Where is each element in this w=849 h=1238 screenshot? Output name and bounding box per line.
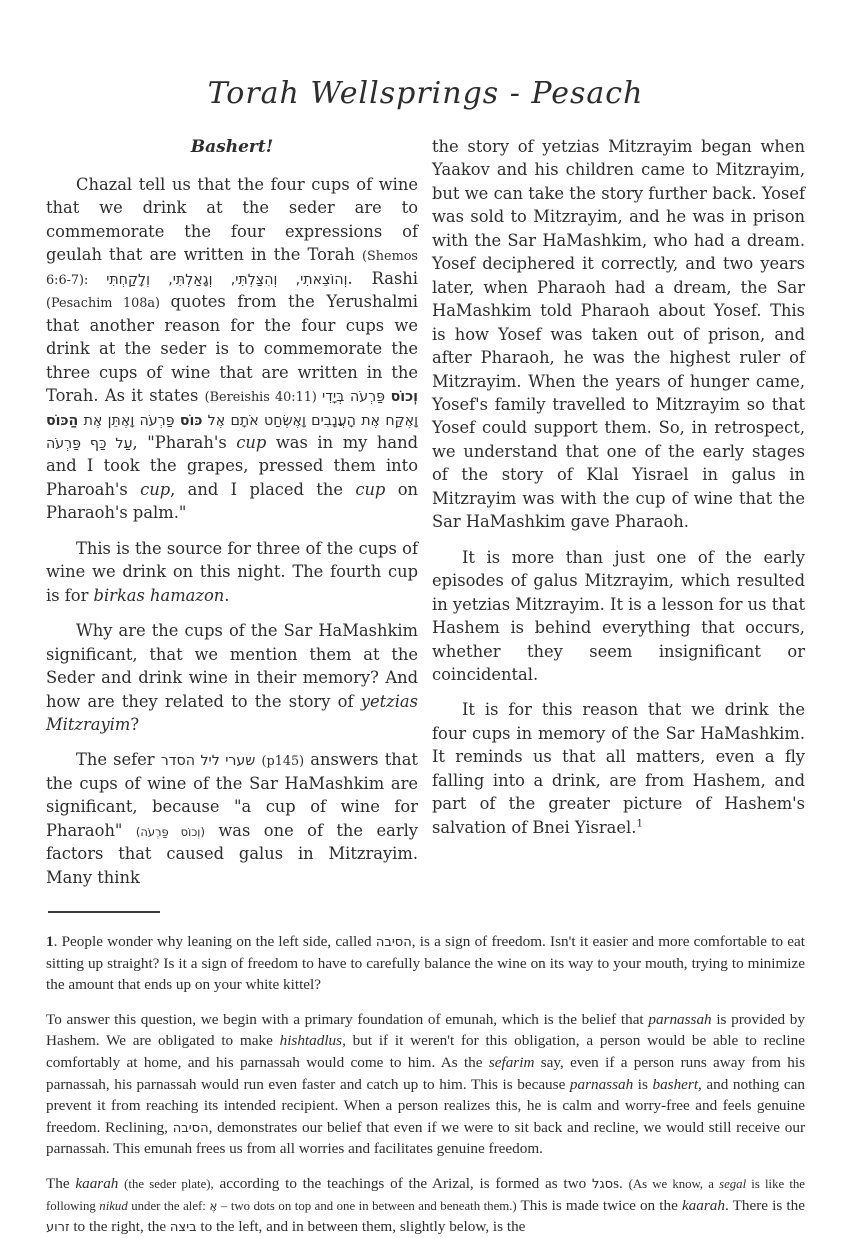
paragraph: This is the source for three of the cups of wine we drink on this night. The fourth cup is for birkas hamazon. bbox=[46, 538, 418, 605]
paragraph: It is for this reason that we drink the four cups in memory of the Sar HaMashkim. It reminds us that all matters, even a fly falling into a drink, are from Hashem, and part of the greater picture of Hashem's salvation of Bnei Yisrael.$^1$ bbox=[432, 700, 805, 837]
page-title: Torah Wellsprings - Pesach bbox=[207, 76, 644, 111]
paragraph: The sefer שערי ליל הסדר (p145) answers that the cups of wine of the Sar HaMashkim are significant, because "a cup of wine for Pharaoh" (וְכוֹס פַּרְעֹה) was one of the early factors that caused galus in Mitzrayim. Many think bbox=[46, 750, 419, 887]
two-column-body bbox=[46, 135, 805, 901]
footnote-paragraph: The kaarah (the seder plate), according to the teachings of the Arizal, is formed as two סגלs. (As we know, a segal is like the following nikud under the alef: אֶ – two dots on top and one in between and beneath them.) This is made twice on the kaarah. There is the זרוע to the right, the ביצה to the left, and in between them, slightly below, is the bbox=[46, 1174, 805, 1236]
left-column bbox=[46, 135, 418, 901]
paragraph: Chazal tell us that the four cups of wine that we drink at the seder are to commemorate the four expressions of geulah that are written in the Torah (Shemos 6:6-7): וְהוֹצֵאתִי, וְהִצַּלְתִּי, וְגָאַלְתִּי, וְלָקַחְתִּי. Rashi (Pesachim 108a) quotes from the Yerushalmi that another reason for the four cups we drink at the seder is to commemorate the three cups of wine that are written in the Torah. As it states (Bereishis 40:11) וְכוֹס פַּרְעֹה בְּיָדִי וָאֶקַּח אֶת הָעֲנָבִים וָאֶשְׂחַט אֹתָם אֶל כּוֹס פַּרְעֹה וָאֶתֵּן אֶת הַכּוֹס עַל כַּף פַּרְעֹה, "Pharah's cup was in my hand and I took the grapes, pressed them into Pharoah's cup, and I placed the cup on Pharaoh's palm." bbox=[46, 175, 419, 523]
footnote-paragraph: To answer this question, we begin with a primary foundation of emunah, which is the belief that parnassah is provided by Hashem. We are obligated to make hishtadlus, but if it weren't for this obligation, a person would be able to recline comfortably at home, and his parnassah would come to him. As the sefarim say, even if a person runs away from his parnassah, his parnassah would run even faster and catch up to him. This is because parnassah is bashert, and nothing can prevent it from reaching its intended recipient. When a person realizes this, he is calm and worry-free and feels genuine freedom. Reclining, הסיבה, demonstrates our belief that even if we were to sit back and recline, we would still receive our parnassah. This emunah frees us from all worries and facilitates genuine freedom. bbox=[46, 1010, 805, 1158]
paragraph: the story of yetzias Mitzrayim began when Yaakov and his children came to Mitzrayim, but we can take the story further back. Yosef was sold to Mitzrayim, and he was in prison with the Sar HaMashkim, who had a dream. Yosef deciphered it correctly, and two years later, when Pharaoh had a dream, the Sar HaMashkim told Pharaoh about Yosef. This is how Yosef was taken out of prison, and after Pharaoh, he was the highest ruler of Mitzrayim. When the years of hunger came, Yosef's family travelled to Mitzrayim so that Yosef could support them. So, in retrospect, we understand that one of the early stages of the story of Klal Yisrael in galus in Mitzrayim was with the cup of wine that the Sar HaMashkim gave Pharaoh. bbox=[432, 137, 805, 532]
paragraph: It is more than just one of the early episodes of galus Mitzrayim, which resulted in yetzias Mitzrayim. It is a lesson for us that Hashem is behind everything that occurs, whether they seem insignificant or coincidental. bbox=[432, 547, 805, 684]
footnote-separator bbox=[48, 911, 160, 913]
footnote-paragraph: 1. People wonder why leaning on the left side, called הסיבה, is a sign of freedom. Isn't it easier and more comfortable to eat sitting up straight? Is it a sign of freedom to have to carefully balance the wine on its way to your mouth, trying to minimize the amount that ends up on your white kittel? bbox=[46, 933, 805, 994]
section-heading: Bashert! bbox=[190, 137, 274, 157]
footnotes-section bbox=[46, 911, 805, 1238]
right-column bbox=[432, 135, 805, 901]
paragraph: Why are the cups of the Sar HaMashkim significant, that we mention them at the Seder and drink wine in their memory? And how are they related to the story of yetzias Mitzrayim? bbox=[46, 621, 418, 734]
